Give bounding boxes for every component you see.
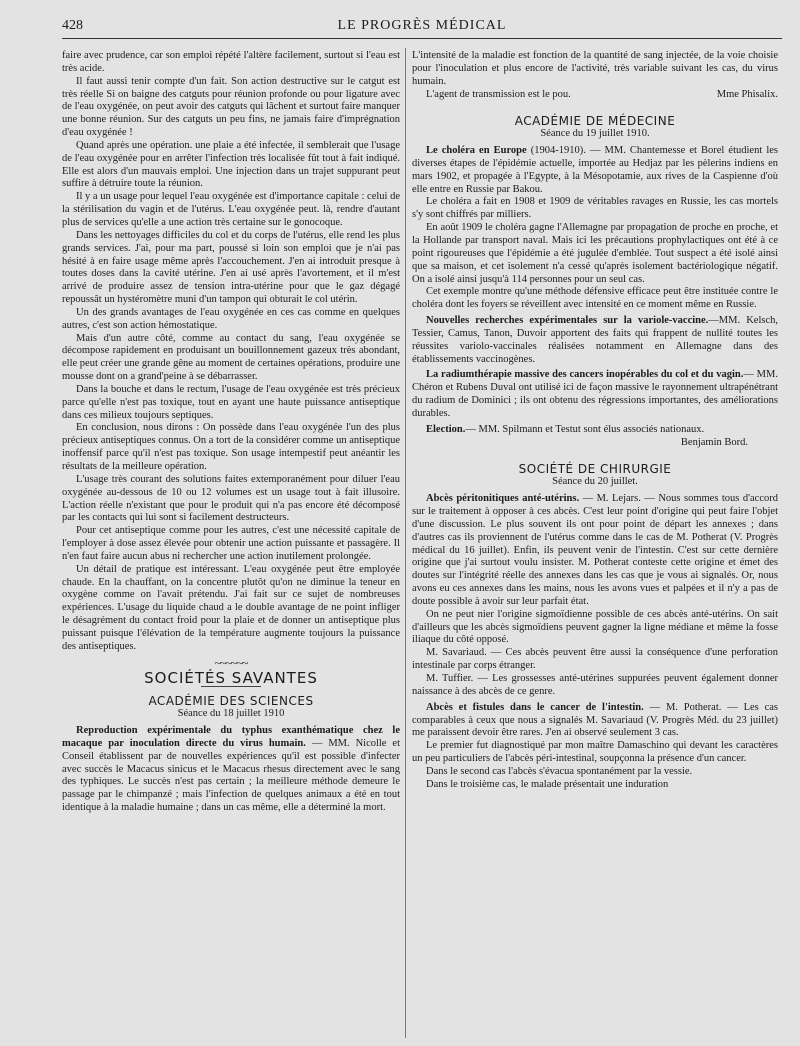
- seance-date: Séance du 18 juillet 1910: [177, 708, 285, 720]
- page-header: [62, 18, 782, 38]
- paragraph: faire avec prudence, car son emploi répété l'altère facilement, surtout si l'eau est très acide.: [62, 50, 400, 74]
- paragraph: Il y a un usage pour lequel l'eau oxygénée est d'importance capitale : celui de la stérilisation du vagin et de l'utérus. L'eau oxygénée peut. là, rendre d'autant plus de services qu'elle a une action très certaine sur le gonocoque.: [62, 191, 400, 228]
- paragraph: [412, 315, 778, 366]
- paragraph: Un des grands avantages de l'eau oxygénée en ces cas comme en quelques autres, c'est son action hémostatique.: [62, 306, 400, 331]
- paragraph: M. Savariaud. — Ces abcès peuvent être aussi la conséquence d'une perforation intestinale par corps étranger.: [412, 647, 778, 672]
- paragraph: L'usage très courant des solutions faites extemporanément pour diluer l'eau oxygénée au-dessous de 10 ou 12 volumes est un usage tout à fait illusoire. L'action réelle n'existant que pour le produit qui n'a pas encore été décomposé par les contacts qui lui sont si facilement destructeurs.: [62, 473, 400, 524]
- article-heading: Le choléra en Europe: [426, 145, 527, 157]
- paragraph-text: L'agent de transmission est le pou.: [426, 88, 571, 100]
- seance-date: Séance du 19 juillet 1910.: [540, 128, 650, 140]
- article-heading: Reproduction expérimentale du typhus exanthématique chez le macaque par inoculation directe du virus humain.: [62, 725, 400, 749]
- paragraph: En conclusion, nous dirons : On possède dans l'eau oxygénée l'un des plus précieux antiseptiques connus. On a tort de la considérer comme un antiseptique inoffensif parce qu'il n'est pas toxique. Son usage intempestif peut anéantir les résultats de la meilleure opération.: [62, 422, 400, 472]
- paragraph: Quand après une opération. une plaie a été infectée, il semblerait que l'usage de l'eau oxygénée pour en arrêter l'infection très localisée fût tout à fait indiqué. Elle est alors d'un mauvais emploi. Une injection dans un trajet suppurant peut suffire à détruire toute la réunion.: [62, 139, 400, 190]
- ornament-divider: ~~~~~~: [214, 655, 248, 670]
- paragraph: L'intensité de la maladie est fonction de la quantité de sang injectée, de la voie choisie pour l'inoculation et plus encore de l'activité, très variable suivant les cas, du virus humain.: [412, 50, 778, 87]
- seance-date: Séance du 20 juillet.: [552, 476, 638, 488]
- paragraph: Dans les nettoyages difficiles du col et du corps de l'utérus, elle rend les plus grands services. J'ai, pour ma part, poussé si loin son emploi que je n'ai pas hésité à en faire usage même après l'accouchement. J'en ai introduit presque à toutes doses dans la cavité utérine. J'en ai usé après l'avortement, et il m'est arrivé de produire assez de tension intra-utérine pour que le gaz dégagé repoussât un hystéromètre muni d'un tampon qui obturait le col utérin.: [62, 229, 400, 306]
- paragraph: [62, 725, 400, 815]
- paragraph-text: — M. Lejars. — Nous sommes tous d'accord sur le traitement à opposer à ces abcès. C'est leur point d'origine qui peut faire l'objet d'une discussion. Le plus souvent ils ont pour point de départ les annexes ; dans d'autres cas ils proviennent de l'utérus comme dans le cas de M. Potherat (V. Progrès médical du 16 juillet). Enfin, ils peuvent venir de l'intestin. C'est sur cette dernière origine que j'ai surtout voulu insister. M. Potherat conteste cette origine et émet des doutes sur l'intégrité réelle des annexes dans les cas que je vous ai signalés. Or, nous avons eu ces annexes dans les mains, nous les avons vues et palpées et il n'y a pas de doute possible à avoir sur leur parfait état.: [412, 493, 778, 607]
- section-title-societes: SOCIÉTÉS SAVANTES: [144, 668, 318, 687]
- paragraph: Cet exemple montre qu'une méthode défensive efficace peut être instituée contre le choléra dont les foyers se réveillent avec intensité en ce moment même en Russie.: [412, 286, 778, 311]
- left-column: [62, 50, 400, 815]
- page-number: 428: [62, 18, 83, 33]
- paragraph-text: — MM. Spilmann et Testut sont élus associés nationaux.: [465, 423, 705, 435]
- paragraph: Il faut aussi tenir compte d'un fait. Son action destructive sur le catgut est très réelle Si on baigne des catguts pour réunion profonde ou pour ligature avec de l'eau oxygénée, on peut avoir des catguts qui lâchent et surtout faire manquer une bonne réunion. Sur des catguts un peu fins, ne jamais faire d'imprégnation d'eau oxygénée !: [62, 75, 400, 139]
- paragraph: Un détail de pratique est intéressant. L'eau oxygénée peut être employée chaude. En la chauffant, on la concentre plutôt qu'on ne diminue la teneur en oxygène comme on l'avait prétendu. J'ai fait sur ce sujet de nombreuses expériences. L'usage du liquide chaud a le double avantage de ne point infliger le désagrément du contact froid pour la plaie et de donner un antiseptique plus puissant puisque l'élévation de la température augmente toujours la puissance des antiseptiques.: [62, 563, 400, 652]
- paragraph: On ne peut nier l'origine sigmoïdienne possible de ces abcès anté-utérins. On sait d'ailleurs que les abcès sigmoïdiens peuvent gagner la ligne médiane et même la fosse iliaque du côté opposé.: [412, 608, 778, 646]
- paragraph-text: — MM. Chéron et Rubens Duval ont utilisé ici de façon massive le rayonnement ultrapénétrant du radium de Dominici ; ils ont obtenu des régressions importantes, des améliorations durables.: [412, 369, 778, 419]
- paragraph: [412, 702, 778, 741]
- paragraph: Le premier fut diagnostiqué par mon maître Damaschino qui devant les caractères un peu particuliers de l'abcès péri-intestinal, soupçonna la présence d'un cancer.: [412, 740, 778, 765]
- section-title-chirurgie: SOCIÉTÉ DE CHIRURGIE: [518, 462, 672, 477]
- section-title-academie-medecine: ACADÉMIE DE MÉDECINE: [514, 114, 676, 129]
- paragraph: Dans la bouche et dans le rectum, l'usage de l'eau oxygénée est très précieux parce qu'elle n'est pas toxique, tout en ayant une haute puissance antiseptique dans ces milieux toujours septiques.: [62, 383, 400, 421]
- article-heading: Abcès et fistules dans le cancer de l'intestin.: [426, 701, 644, 713]
- paragraph: M. Tuffier. — Les grossesses anté-utérines suppurées peuvent également donner naissance à des abcès de ce genre.: [412, 672, 778, 697]
- article-heading: Nouvelles recherches expérimentales sur la variole-vaccine.: [426, 315, 709, 327]
- article-heading: Abcès péritonitiques anté-utérins.: [426, 493, 580, 505]
- running-title: LE PROGRÈS MÉDICAL: [337, 18, 507, 33]
- author: Mme Phisalix.: [716, 88, 778, 100]
- paragraph: Pour cet antiseptique comme pour les autres, c'est une nécessité capitale de l'employer à dose assez élevée pour obtenir une action puissante et passagère. Il n'en faut faire aucun abus ni rechercher une action inutilement prolongée.: [62, 525, 400, 562]
- paragraph: [412, 369, 778, 420]
- signature: Benjamin Bord.: [680, 436, 748, 448]
- paragraph: [412, 493, 778, 609]
- article-heading: La radiumthérapie massive des cancers inopérables du col et du vagin.: [426, 369, 744, 381]
- header-rule: [62, 38, 782, 39]
- paragraph-text: — MM. Nicolle et Conseil établissent par de nouvelles expériences qu'il est possible d'infecter avec succès le Macacus sinicus et le Macacus rhesus directement avec le sang des typhiques. Le succès n'est pas certain ; la meilleure méthode demeure le passage par le chimpanzé ; mais l'infection de quelques animaux a été en tout identique à la maladie humaine ; dans un cas même, elle a déterminé la mort.: [62, 737, 400, 814]
- paragraph-text: (1904-1910). — MM. Chantemesse et Borel étudient les diverses étapes de l'épidémie actuelle, importée au Hedjaz par les pèlerins indiens en mars 1902, et propagée à l'Egypte, à la Mésopotamie, aux rives de la Caspienne d'où elle entre en Russie par Bakou.: [412, 145, 778, 195]
- right-column: [412, 50, 778, 792]
- article-heading: Election.: [426, 423, 466, 435]
- column-divider: [405, 48, 406, 1038]
- paragraph: Le choléra a fait en 1908 et 1909 de véritables ravages en Russie, les cas mortels s'y sont chiffrés par milliers.: [412, 196, 778, 221]
- section-title-academie-sciences: ACADÉMIE DES SCIENCES: [148, 694, 314, 709]
- paragraph: [412, 424, 778, 437]
- paragraph-text: — M. Potherat. — Les cas comparables à ceux que nous a signalés M. Savariaud (V. Progrès Méd. du 23 juillet) me paraissent devoir être rares. J'en ai observé seulement 3 cas.: [412, 701, 778, 739]
- paragraph: Dans le troisième cas, le malade présentait une induration: [426, 778, 669, 790]
- paragraph: [412, 89, 778, 102]
- paragraph: En août 1909 le choléra gagne l'Allemagne par propagation de proche en proche, et la Hollande par transport naval. Mais ici les précautions prophylactiques ont été à ce point rigoureuses que l'épidémie a été jugulée d'emblée. Tout suspect a été isolé ainsi que sa maison, et cet isolement n'a cessé qu'après isolement bactériologique négatif. On a isolé ainsi jusqu'à 114 personnes pour un seul cas.: [412, 222, 778, 285]
- paragraph: Dans le second cas l'abcès s'évacua spontanément par la vessie.: [426, 765, 693, 777]
- paragraph: Mais d'un autre côté, comme au contact du sang, l'eau oxygénée se décompose rapidement en produisant un bouillonnement gazeux très abondant, elle peut créer une grande gêne au moment de certaines opérations, produire une mousse dont on a grand'peine à se débarrasser.: [62, 332, 400, 383]
- paragraph: [412, 145, 778, 196]
- paragraph-text: —MM. Kelsch, Tessier, Camus, Tanon, Duvoir apportent des faits qui frappent de nullité toutes les réussites variolo-vaccinales réalisées notamment en Allemagne dans des établissements vaccinogènes.: [412, 315, 778, 365]
